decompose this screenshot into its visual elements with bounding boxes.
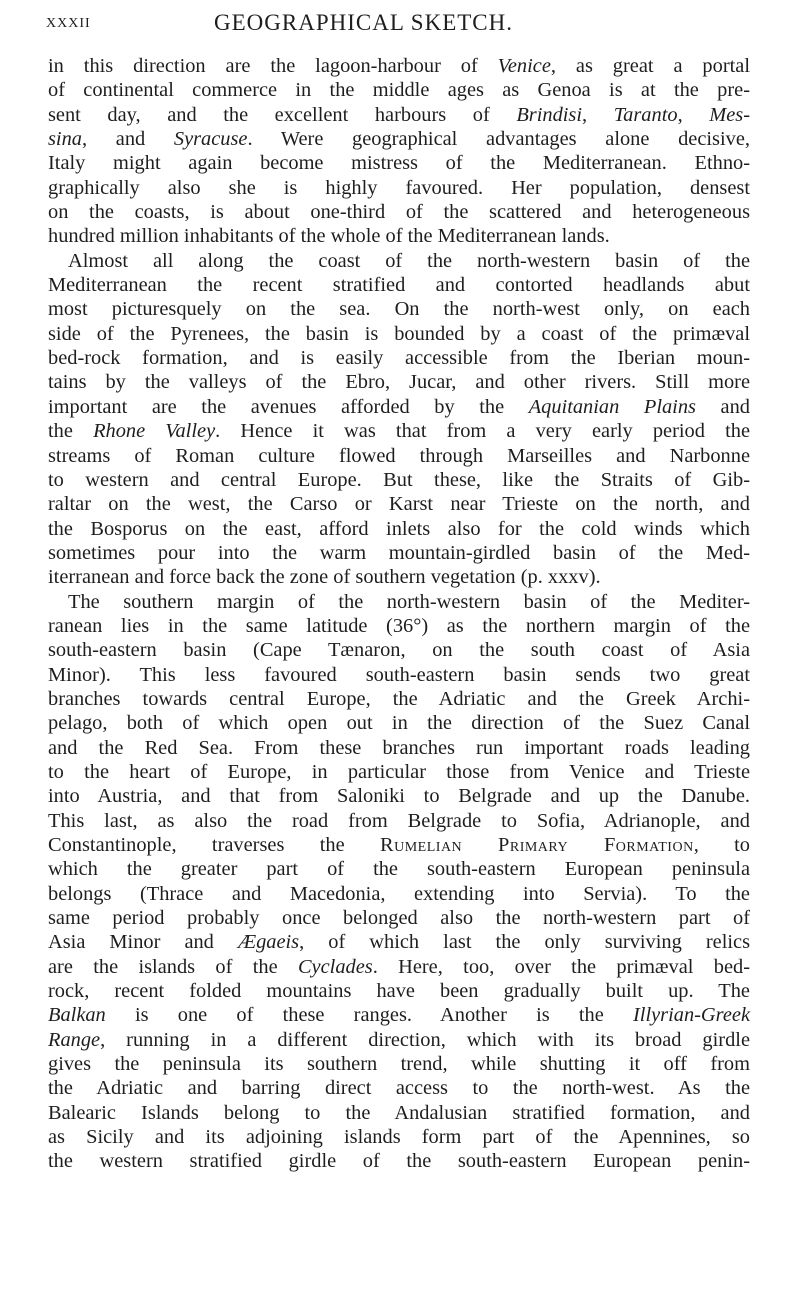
text-segment: , and xyxy=(82,128,174,151)
text-segment: tains by the valleys of the Ebro, Jucar, and other rivers. Still more xyxy=(48,371,750,394)
text-line xyxy=(48,565,750,589)
italic-text: Syracuse xyxy=(173,128,248,151)
text-line xyxy=(48,103,750,127)
text-line xyxy=(48,857,750,881)
text-segment: ranean lies in the same latitude (36°) as the northern margin of the xyxy=(48,614,750,637)
text-segment: sent day, and the excellent harbours of xyxy=(48,103,517,126)
running-head xyxy=(46,10,746,40)
italic-text: Aquitanian Plains xyxy=(528,395,696,418)
text-segment: are the islands of the xyxy=(48,955,298,978)
text-line xyxy=(48,1149,750,1173)
text-line xyxy=(48,224,750,248)
text-line xyxy=(48,419,750,443)
italic-text: sina xyxy=(48,128,82,151)
text-line xyxy=(48,760,750,784)
text-line xyxy=(48,395,750,419)
text-segment: most picturesquely on the sea. On the north-west only, on each xyxy=(48,298,750,321)
text-segment: belongs (Thrace and Macedonia, extending into Servia). To the xyxy=(48,882,750,905)
text-line xyxy=(48,346,750,370)
text-line xyxy=(48,322,750,346)
body-text xyxy=(48,54,750,1174)
text-segment: graphically also she is highly favoured. Her population, densest xyxy=(48,176,750,199)
page-number: xxxii xyxy=(46,10,91,32)
text-segment: gives the peninsula its southern trend, while shutting it off from xyxy=(48,1053,750,1076)
text-segment: side of the Pyrenees, the basin is bounded by a coast of the primæval xyxy=(48,322,750,345)
small-caps-text: Rumelian Primary Formation xyxy=(380,834,694,856)
text-line xyxy=(48,541,750,565)
italic-text: Range xyxy=(48,1028,101,1051)
text-segment: bed-rock formation, and is easily accessible from the Iberian moun- xyxy=(48,347,750,370)
text-segment: same period probably once belonged also the north-western part of xyxy=(48,907,750,930)
text-segment: , xyxy=(582,103,614,126)
text-segment: streams of Roman culture flowed through Marseilles and Narbonne xyxy=(48,444,750,467)
text-segment: into Austria, and that from Saloniki to Belgrade and up the Danube. xyxy=(48,785,750,808)
text-segment: , as great a portal xyxy=(550,55,750,77)
text-segment: . Hence it was that from a very early period the xyxy=(215,420,751,443)
text-segment: Almost all along the coast of the north-western basin of the xyxy=(68,249,750,272)
text-segment: of continental commerce in the middle ages as Genoa is at the pre- xyxy=(48,79,750,102)
text-segment: to western and central Europe. But these, like the Straits of Gib- xyxy=(48,468,750,491)
italic-text: Taranto xyxy=(613,103,678,126)
text-segment: raltar on the west, the Carso or Karst near Trieste on the north, and xyxy=(48,493,750,516)
text-segment: . Here, too, over the primæval bed- xyxy=(372,955,750,978)
text-segment: the Bosporus on the east, afford inlets also for the cold winds which xyxy=(48,517,750,540)
text-segment: , of which last the only surviving relics xyxy=(299,931,751,954)
text-segment: pelago, both of which open out in the direction of the Suez Canal xyxy=(48,712,750,735)
text-line xyxy=(48,1076,750,1100)
text-line xyxy=(48,930,750,954)
text-segment: to the heart of Europe, in particular those from Venice and Trieste xyxy=(48,760,750,783)
text-line xyxy=(48,711,750,735)
text-segment: sometimes pour into the warm mountain-girdled basin of the Med- xyxy=(48,541,750,564)
running-title: GEOGRAPHICAL SKETCH. xyxy=(214,10,513,35)
text-line xyxy=(48,882,750,906)
text-line xyxy=(48,979,750,1003)
text-segment: Constantinople, traverses the xyxy=(48,834,381,856)
text-segment: branches towards central Europe, the Adriatic and the Greek Archi- xyxy=(48,687,750,710)
text-segment: important are the avenues afforded by the xyxy=(48,395,529,418)
text-line xyxy=(48,273,750,297)
text-line xyxy=(48,176,750,200)
text-segment: , xyxy=(677,103,710,126)
text-segment: Asia Minor and xyxy=(48,931,238,954)
text-segment: Mediterranean the recent stratified and contorted headlands abut xyxy=(48,274,750,297)
text-segment: hundred million inhabitants of the whole of the Mediterranean lands. xyxy=(48,225,610,248)
text-line xyxy=(48,200,750,224)
text-segment: the western stratified girdle of the south-eastern European penin- xyxy=(48,1150,750,1173)
italic-text: Illyrian-Greek xyxy=(632,1004,750,1027)
text-line xyxy=(48,249,750,273)
text-line xyxy=(48,833,750,857)
italic-text: Rhone Valley xyxy=(93,420,216,443)
text-line xyxy=(48,809,750,833)
text-line xyxy=(48,468,750,492)
text-line xyxy=(48,1028,750,1052)
text-segment: as Sicily and its adjoining islands form part of the Apennines, so xyxy=(48,1126,750,1149)
text-line xyxy=(48,127,750,151)
text-line xyxy=(48,663,750,687)
text-line xyxy=(48,590,750,614)
text-segment: Balearic Islands belong to the Andalusian stratified formation, and xyxy=(48,1101,750,1124)
text-line xyxy=(48,1003,750,1027)
text-line xyxy=(48,784,750,808)
text-segment: and the Red Sea. From these branches run important roads leading xyxy=(48,736,750,759)
text-line xyxy=(48,1101,750,1125)
text-segment: , running in a different direction, which with its broad girdle xyxy=(100,1028,750,1051)
italic-text: Brindisi xyxy=(516,103,583,126)
text-line xyxy=(48,151,750,175)
text-segment: the xyxy=(48,420,94,443)
text-segment: , to xyxy=(693,834,751,856)
text-line xyxy=(48,614,750,638)
text-segment: . Were geographical advantages alone decisive, xyxy=(247,128,750,151)
text-line xyxy=(48,1052,750,1076)
text-segment: south-eastern basin (Cape Tænaron, on the south coast of Asia xyxy=(48,639,750,662)
text-segment: in this direction are the lagoon-harbour of xyxy=(48,55,498,77)
text-segment: rock, recent folded mountains have been gradually built up. The xyxy=(48,980,750,1003)
text-line xyxy=(48,955,750,979)
text-line xyxy=(48,78,750,102)
text-line xyxy=(48,444,750,468)
text-line xyxy=(48,638,750,662)
text-segment: This last, as also the road from Belgrade to Sofia, Adrianople, and xyxy=(48,809,750,832)
text-segment: iterranean and force back the zone of southern vegetation (p. xxxv). xyxy=(48,566,601,589)
text-segment: is one of these ranges. Another is the xyxy=(105,1004,633,1027)
text-segment: and xyxy=(695,395,750,418)
italic-text: Mes- xyxy=(709,103,750,126)
text-line xyxy=(48,687,750,711)
text-line xyxy=(48,736,750,760)
italic-text: Cyclades xyxy=(297,955,373,978)
text-line xyxy=(48,1125,750,1149)
text-segment: the Adriatic and barring direct access to the north-west. As the xyxy=(48,1077,750,1100)
italic-text: Balkan xyxy=(48,1004,106,1027)
text-segment: which the greater part of the south-eastern European peninsula xyxy=(48,858,750,881)
text-line xyxy=(48,54,750,78)
italic-text: Ægaeis xyxy=(237,931,300,954)
text-line xyxy=(48,517,750,541)
text-segment: on the coasts, is about one-third of the scattered and heterogeneous xyxy=(48,201,750,224)
italic-text: Venice xyxy=(497,55,551,77)
text-segment: Minor). This less favoured south-eastern basin sends two great xyxy=(48,663,750,686)
text-segment: The southern margin of the north-western basin of the Mediter- xyxy=(68,590,750,613)
text-line xyxy=(48,492,750,516)
text-segment: Italy might again become mistress of the Mediterranean. Ethno- xyxy=(48,152,750,175)
text-line xyxy=(48,906,750,930)
text-line xyxy=(48,297,750,321)
text-line xyxy=(48,370,750,394)
